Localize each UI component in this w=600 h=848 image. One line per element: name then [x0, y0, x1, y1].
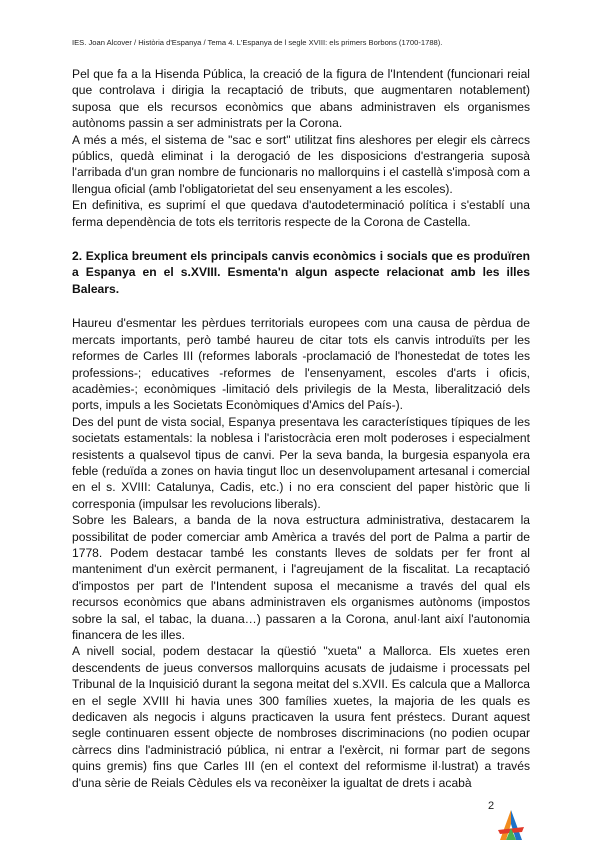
document-body [72, 66, 530, 791]
intro-paragraph: A més a més, el sistema de "sac e sort" utilitzat fins aleshores per elegir els càrrecs públics, quedà eliminat i la derogació de les disposicions d'estrangeria suposà l'arribada d'un gran nombre de funcionaris no mallorquins i el castellà s'imposà com a llengua oficial (amb l'obligatorietat del seu ensenyament a les escoles). [72, 132, 530, 196]
intro-paragraph: En definitiva, es suprimí el que quedava d'autodeterminació política i s'establí una ferma dependència de tots els territoris respecte de la Corona de Castella. [72, 198, 530, 229]
intro-paragraph: Pel que fa a la Hisenda Pública, la creació de la figura de l'Intendent (funcionari reial que controlava i dirigia la recaptació de tributs, que augmentaren notablement) suposa que els recursos econòmics que abans administraven els organismes autònoms passin a ser administrats per la Corona. [72, 67, 530, 131]
answer-paragraph: Haureu d'esmentar les pèrdues territorials europees com una causa de pèrdua de mercats importants, però també haureu de citar tots els canvis introduïts per les reformes de Carles III (reformes laborals -proclamació de l'honestedat de totes les professions-; educatives -reformes de l'ensenyament, escoles d'arts i oficis, acadèmies-; econòmiques -limitació dels privilegis de la Mesta, liberalització dels ports, impuls a les Societats Econòmiques d'Amics del País-). [72, 316, 530, 413]
answer-paragraph: A nivell social, podem destacar la qüestió "xueta" a Mallorca. Els xuetes eren descendents de jueus conversos mallorquins acusats de judaisme i processats pel Tribunal de la Inquisició durant la segona meitat del s.XVII. Es calcula que a Mallorca en el segle XVIII hi havia unes 300 famílies xuetes, la majoria de les quals es dedicaven als negocis i alguns practicaven la usura fent préstecs. Durant aquest segle continuaren essent objecte de nombroses discriminacions (no podien ocupar càrrecs dins l'administració pública, ni entrar a l'exèrcit, ni formar part de segons quins gremis) fins que Carles III (en el context del reformisme il·lustrat) a través d'una sèrie de Reials Cèdules els va reconèixer la igualtat de drets i acabà [72, 644, 530, 790]
answer-paragraph: Des del punt de vista social, Espanya presentava les característiques típiques de les societats estamentals: la noblesa i l'aristocràcia eren molt poderoses i especialment resistents a qualsevol tipus de canvi. Per la seva banda, la burgesia espanyola era feble (reduïda a zones on havia tingut lloc un desenvolupament artesanal i comercial en el s. XVIII: Catalunya, Cadis, etc.) i no era conscient del paper històric que li corresponia (impulsar les revolucions liberals). [72, 414, 530, 511]
answer-paragraph: Sobre les Balears, a banda de la nova estructura administrativa, destacarem la possibilitat de poder comerciar amb Amèrica a través del port de Palma a partir de 1778. Podem destacar també les constants lleves de soldats per fer front al manteniment d'un exèrcit permanent, i l'agreujament de la fiscalitat. La recaptació d'impostos per part de l'Intendent suposa el mecanisme a través del qual els recursos econòmics que abans administraven els organismes autònoms (impostos sobre la sal, el tabac, la duana…) passaren a la Corona, anul·lant així l'autonomia financera de les illes. [72, 513, 530, 642]
running-header: IES. Joan Alcover / Història d'Espanya / Tema 4. L'Espanya de l segle XVIII: els primers Borbons (1700-1788). [72, 38, 443, 47]
school-logo-icon [494, 808, 528, 842]
page-number: 2 [488, 800, 495, 812]
question-heading: 2. Explica breument els principals canvis econòmics i socials que es produïren a Espanya en el s.XVIII. Esmenta'n algun aspecte relacionat amb les illes Balears. [72, 249, 530, 296]
